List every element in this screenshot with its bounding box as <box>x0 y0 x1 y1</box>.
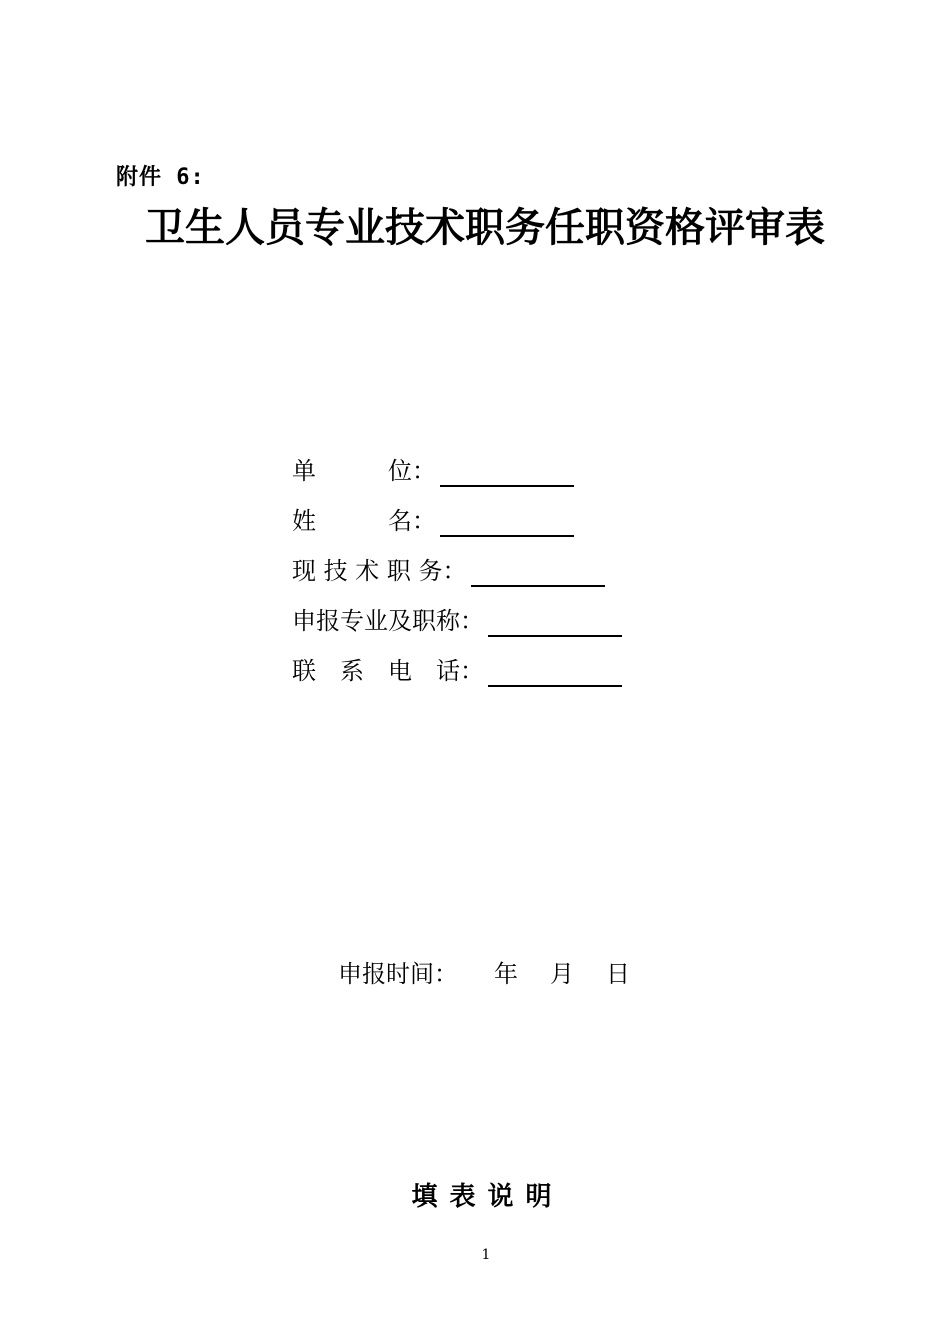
field-applied-title-blank[interactable] <box>488 609 622 637</box>
date-month: 月 <box>550 960 574 988</box>
date-year: 年 <box>494 960 518 988</box>
field-applied-title <box>292 605 622 637</box>
field-unit <box>292 455 574 487</box>
application-date <box>338 954 630 989</box>
field-current-title-label: 现 技 术 职 务： <box>292 557 467 585</box>
field-current-title-blank[interactable] <box>471 559 605 587</box>
field-name-label: 姓 名： <box>292 507 436 535</box>
field-unit-blank[interactable] <box>440 459 574 487</box>
field-unit-label: 单 位： <box>292 457 436 485</box>
field-current-title <box>292 555 605 587</box>
field-name-blank[interactable] <box>440 509 574 537</box>
date-day: 日 <box>606 960 630 988</box>
page-number: 1 <box>481 1247 491 1263</box>
field-name <box>292 505 574 537</box>
application-date-label: 申报时间： <box>338 960 458 988</box>
document-title: 卫生人员专业技术职务任职资格评审表 <box>145 205 825 251</box>
field-phone <box>292 655 622 687</box>
field-phone-blank[interactable] <box>488 659 622 687</box>
field-phone-label: 联 系 电 话： <box>292 657 484 685</box>
field-applied-title-label: 申报专业及职称： <box>292 607 484 635</box>
section-title: 填表说明 <box>411 1182 564 1212</box>
attachment-label: 附件 6: <box>116 165 205 190</box>
